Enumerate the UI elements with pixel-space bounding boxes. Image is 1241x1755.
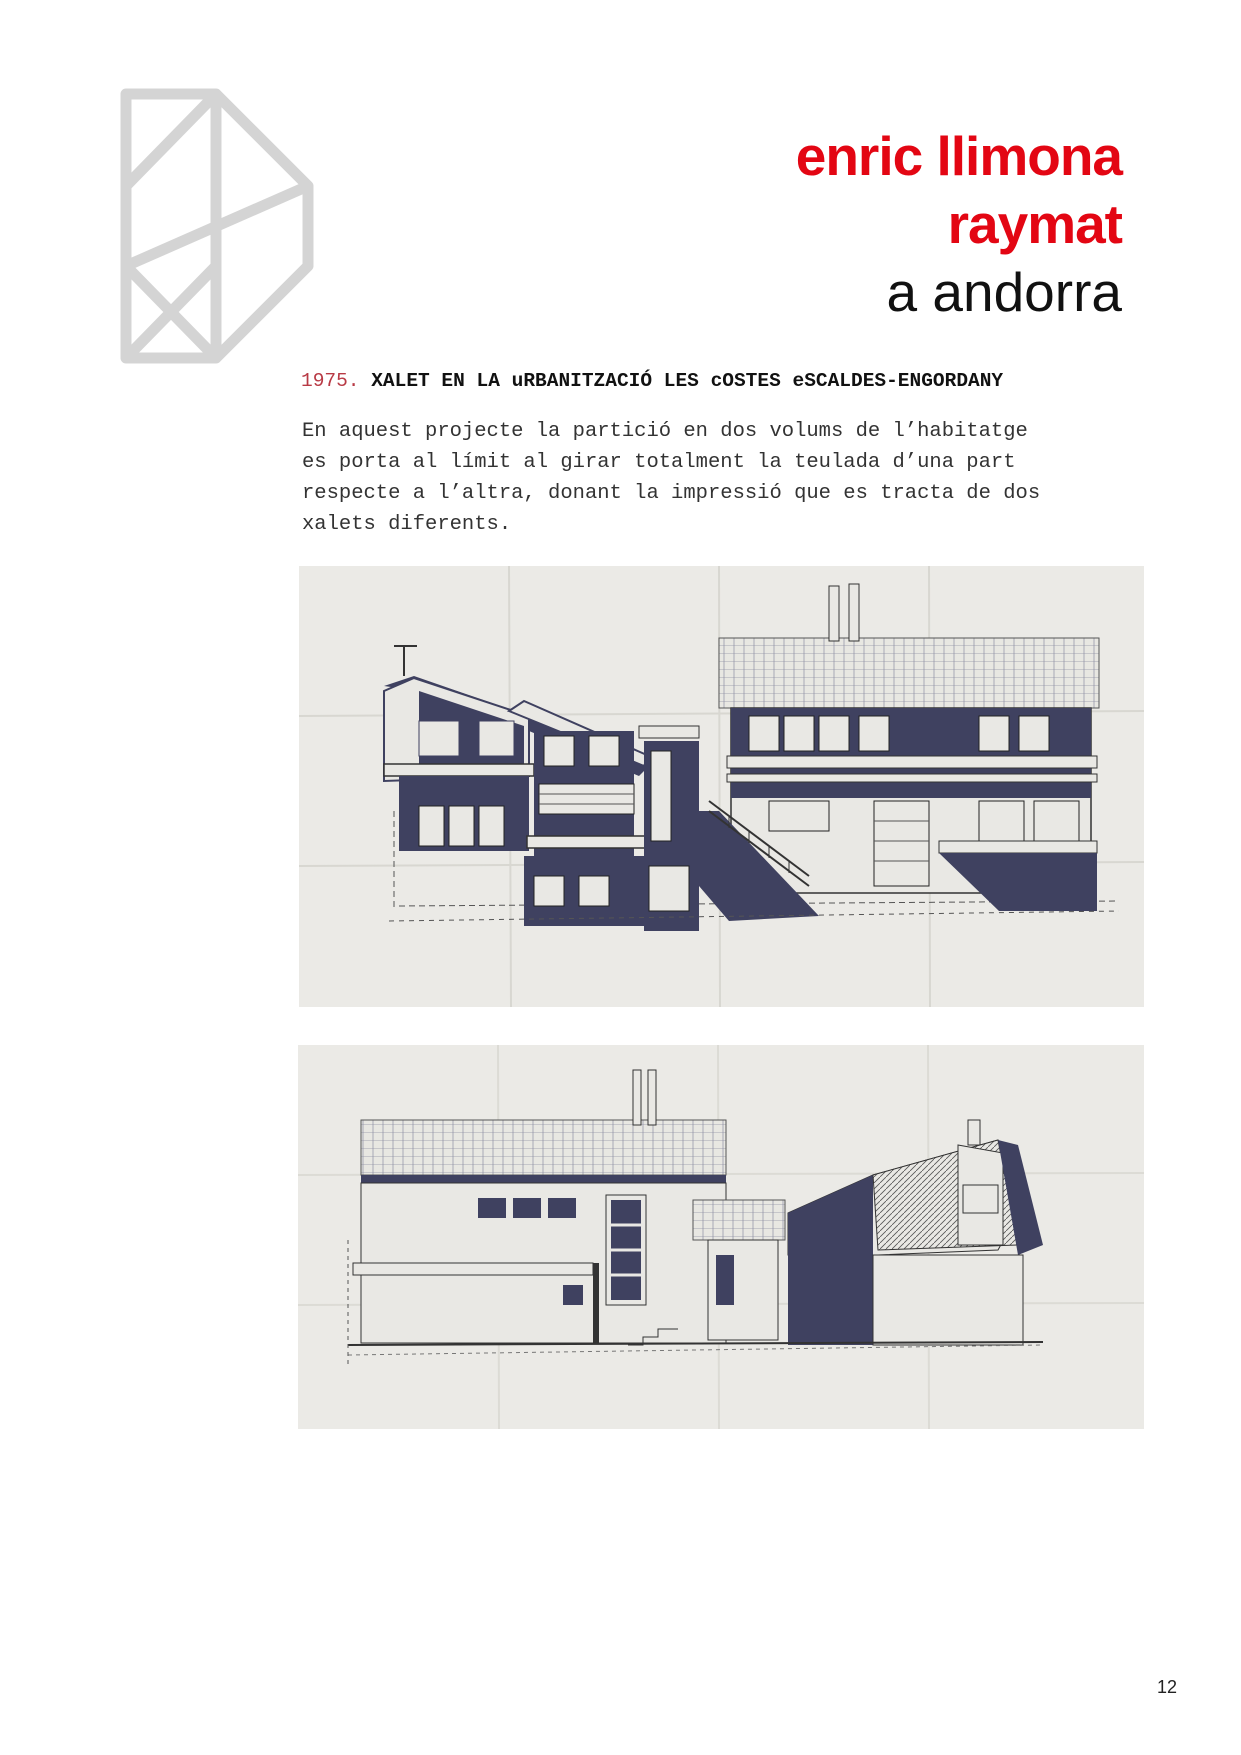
title-line-1: enric llimona [795, 125, 1122, 187]
body-line: xalets diferents. [302, 513, 512, 536]
section-title: XALET EN LA uRBANITZACIÓ LES cOSTES eSCALDES-ENGORDANY [371, 370, 1004, 392]
title-line-3: a andorra [886, 261, 1122, 323]
page-title [796, 122, 1122, 326]
section-heading [301, 370, 1131, 392]
elevation-drawing-2 [298, 1045, 1144, 1429]
title-line-2: raymat [947, 193, 1122, 255]
body-paragraph [302, 416, 1142, 540]
elevation-drawing-1 [299, 566, 1144, 1007]
body-line: es porta al límit al girar totalment la teulada d’una part [302, 451, 1016, 474]
body-line: En aquest projecte la partició en dos volums de l’habitatge [302, 420, 1028, 443]
section-year: 1975. [301, 370, 360, 392]
page-number: 12 [1156, 1677, 1177, 1697]
body-line: respecte a l’altra, donant la impressió que es tracta de dos [302, 482, 1041, 505]
logo-icon [118, 86, 316, 368]
